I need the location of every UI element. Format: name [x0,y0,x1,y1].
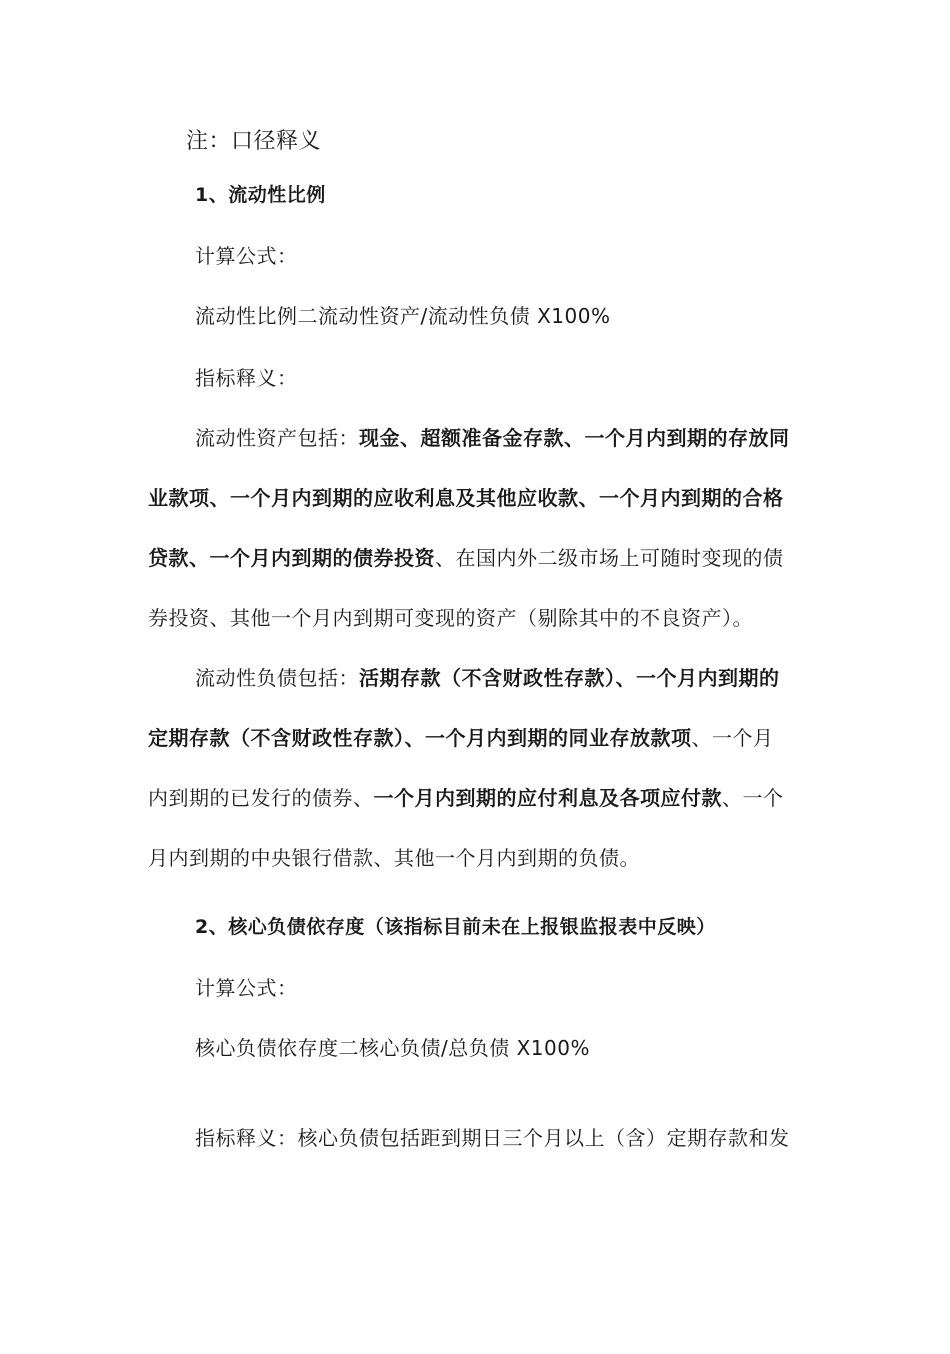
assets-line-2: 业款项、一个月内到期的应收利息及其他应收款、一个月内到期的合格 [148,486,784,510]
liabilities-line-4: 月内到期的中央银行借款、其他一个月内到期的负债。 [148,846,640,870]
liabilities-bold-3: 一个月内到期的应付利息及各项应付款 [373,786,722,810]
liabilities-line-3 [148,784,784,812]
section-1-definition-label: 指标释义： [195,366,298,390]
liabilities-line-2 [148,724,774,752]
liabilities-a-3: 内到期的已发行的债券、 [148,786,374,810]
liabilities-prefix: 流动性负债包括： [195,666,359,690]
section-1-formula: 流动性比例二流动性资产/流动性负债 X100% [195,304,611,328]
section-2-definition: 指标释义：核心负债包括距到期日三个月以上（含）定期存款和发 [195,1126,790,1150]
assets-bold-3: 贷款、一个月内到期的债券投资 [148,546,435,570]
assets-bold-1: 现金、超额准备金存款、一个月内到期的存放同 [359,426,790,450]
section-2-formula-label: 计算公式： [195,976,298,1000]
liabilities-line-1 [195,664,780,692]
section-1-heading: 1、流动性比例 [195,184,326,206]
liabilities-rest-2: 、一个月 [691,726,774,750]
note-title: 注：口径释义 [186,129,322,154]
section-2-formula: 核心负债依存度二核心负债/总负债 X100% [195,1036,590,1060]
section-1-formula-label: 计算公式： [195,244,298,268]
liabilities-bold-1: 活期存款（不含财政性存款）、一个月内到期的 [359,666,780,690]
assets-line-1 [195,424,790,452]
assets-prefix: 流动性资产包括： [195,426,359,450]
assets-line-4: 券投资、其他一个月内到期可变现的资产（剔除其中的不良资产）。 [148,606,753,630]
liabilities-bold-2: 定期存款（不含财政性存款）、一个月内到期的同业存放款项 [148,726,692,750]
assets-line-3 [148,544,784,572]
section-2-heading: 2、核心负债依存度（该指标目前未在上报银监报表中反映） [195,916,716,938]
assets-rest-3: 、在国内外二级市场上可随时变现的债 [435,546,784,570]
liabilities-rest-3: 、一个 [722,786,784,810]
